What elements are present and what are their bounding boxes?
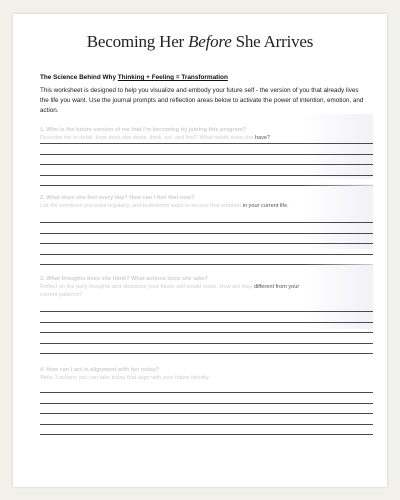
writing-line[interactable] <box>40 311 373 312</box>
prompt-3-title: 3. What thoughts does she think? What actions does she take? <box>40 276 208 282</box>
prompt-1-desc-light: Describe her in detail. How does she dress, think, act, and feel? What habits does she <box>40 135 255 141</box>
writing-line[interactable] <box>40 392 373 393</box>
writing-line[interactable] <box>40 332 373 333</box>
writing-line[interactable] <box>40 175 373 176</box>
prompt-2-desc-light: List the emotions you want regularly, and brainstorm ways to access that emotion <box>40 203 243 209</box>
section-subtitle <box>40 74 228 81</box>
writing-line[interactable] <box>40 222 373 223</box>
prompt-1 <box>40 126 370 142</box>
writing-line[interactable] <box>40 403 373 404</box>
prompt-4-description <box>40 374 370 382</box>
writing-line[interactable] <box>40 164 373 165</box>
writing-line[interactable] <box>40 243 373 244</box>
prompt-3-desc-light-2: current patterns? <box>40 292 83 298</box>
worksheet-page <box>13 14 387 487</box>
writing-line[interactable] <box>40 434 373 435</box>
prompt-1-desc-dark: have? <box>254 135 271 141</box>
prompt-2 <box>40 194 370 210</box>
writing-line[interactable] <box>40 353 373 354</box>
title-pre: Becoming Her <box>86 32 189 51</box>
prompt-3-desc-light: Reflect on the daily thoughts and decisions your future self would make. How are they <box>40 284 254 290</box>
prompt-3-description <box>40 283 370 299</box>
title-emphasis: Before <box>188 32 232 51</box>
writing-line[interactable] <box>40 154 373 155</box>
writing-line[interactable] <box>40 424 373 425</box>
prompt-3-desc-dark: different from your <box>253 284 300 290</box>
title-post: She Arrives <box>231 32 314 51</box>
writing-line[interactable] <box>40 254 373 255</box>
subtitle-formula: Thinking + Feeling = Transformation <box>117 74 228 81</box>
page-title <box>13 32 387 52</box>
prompt-4-writing-lines[interactable] <box>40 392 373 445</box>
prompt-4-desc-light: Write 3 actions you can take today that align with your future identity. <box>40 375 210 381</box>
prompt-1-title: 1. Who is the future version of me that I'm becoming by joining this program? <box>40 127 247 133</box>
writing-line[interactable] <box>40 413 373 414</box>
prompt-2-description <box>40 202 370 210</box>
prompt-2-desc-dark: in your current life. <box>242 203 289 209</box>
prompt-2-title: 2. What does she feel every day? How can I feel that now? <box>40 195 195 201</box>
subtitle-pre: The Science Behind Why <box>40 74 118 81</box>
writing-line[interactable] <box>40 233 373 234</box>
writing-line[interactable] <box>40 143 373 144</box>
intro-paragraph: This worksheet is designed to help you visualize and embody your future self - the version of you that already lives the life you want. Use the journal prompts and reflection areas below to activate the power of intention, emotion, and action. <box>40 87 364 114</box>
prompt-4-title: 4. How can I act in alignment with her today? <box>40 367 160 373</box>
prompt-3 <box>40 275 370 299</box>
writing-line[interactable] <box>40 343 373 344</box>
writing-line[interactable] <box>40 322 373 323</box>
prompt-4 <box>40 366 370 382</box>
prompt-1-description <box>40 134 370 142</box>
prompt-3-writing-lines[interactable] <box>40 311 373 364</box>
